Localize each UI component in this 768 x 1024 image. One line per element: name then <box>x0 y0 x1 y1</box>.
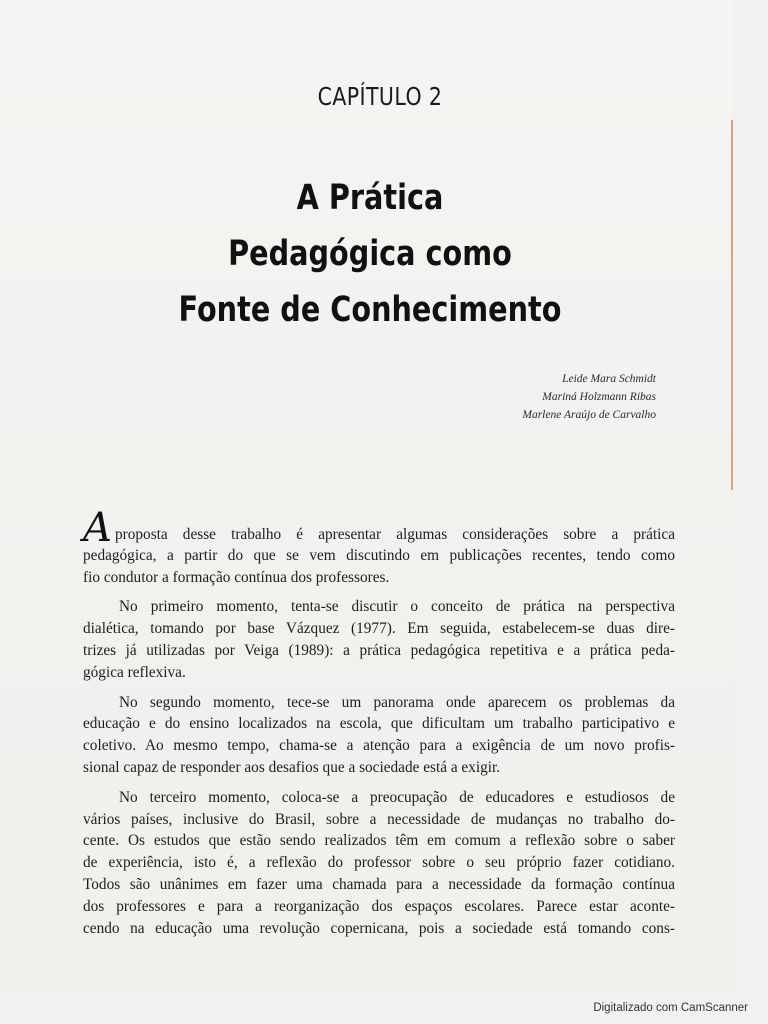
scanner-watermark: Digitalizado com CamScanner <box>593 1002 748 1014</box>
paragraph-line: No terceiro momento, coloca-se a preocupação de educadores e estudiosos de <box>119 788 675 806</box>
paragraph-line: cendo na educação uma revolução copernicana, pois a sociedade está tomando cons- <box>83 919 675 937</box>
paragraph-line: sional capaz de responder aos desafios que a sociedade está a exigir. <box>83 758 501 776</box>
paragraph-line: de experiência, isto é, a reflexão do professor sobre o seu próprio fazer cotidiano. <box>83 854 675 872</box>
drop-cap: A <box>83 505 112 551</box>
author-name: Mariná Holzmann Ribas <box>542 391 656 403</box>
page-edge-mark <box>731 120 733 490</box>
paragraph-line: dos professores e para a reorganização dos espaços escolares. Parece estar aconte- <box>83 897 675 915</box>
paragraph-line: vários países, inclusive do Brasil, sobre a necessidade de mudanças no trabalho do- <box>83 810 675 828</box>
author-name: Marlene Araújo de Carvalho <box>522 409 656 421</box>
chapter-label: CAPÍTULO 2 <box>317 82 443 111</box>
paragraph-line: No primeiro momento, tenta-se discutir o conceito de prática na perspectiva <box>119 598 675 616</box>
paragraph-line: cente. Os estudos que estão sendo realizados têm em comum a reflexão sobre o saber <box>83 832 675 850</box>
chapter-title <box>67 170 674 338</box>
body-text <box>83 505 675 939</box>
author-list <box>522 370 656 424</box>
paragraph-line: fio condutor a formação contínua dos professores. <box>83 568 390 586</box>
paragraph-line: gógica reflexiva. <box>83 663 186 681</box>
paragraph-line: coletivo. Ao mesmo tempo, chama-se a atenção para a exigência de um novo profis- <box>83 737 675 755</box>
author-name: Leide Mara Schmidt <box>562 373 656 385</box>
chapter-title-line: Pedagógica como <box>228 234 512 274</box>
paragraph-line: dialética, tomando por base Vázquez (1977). Em seguida, estabelecem-se duas dire- <box>83 620 675 638</box>
paragraph-line: No segundo momento, tece-se um panorama onde aparecem os problemas da <box>119 693 675 711</box>
paragraph-line: trizes já utilizadas por Veiga (1989): a prática pedagógica repetitiva e a prática peda- <box>83 641 675 659</box>
chapter-title-line: Fonte de Conhecimento <box>178 290 562 330</box>
paragraph-line: pedagógica, a partir do que se vem discutindo em publicações recentes, tendo como <box>83 546 675 564</box>
paragraph-line <box>83 505 675 551</box>
paragraph-line: educação e do ensino localizados na escola, que dificultam um trabalho participativo e <box>83 715 675 733</box>
chapter-title-line: A Prática <box>296 178 444 218</box>
paragraph-line-text: proposta desse trabalho é apresentar algumas considerações sobre a prática <box>115 526 675 543</box>
paragraph-line: Todos são unânimes em fazer uma chamada para a necessidade da formação contínua <box>83 875 675 893</box>
